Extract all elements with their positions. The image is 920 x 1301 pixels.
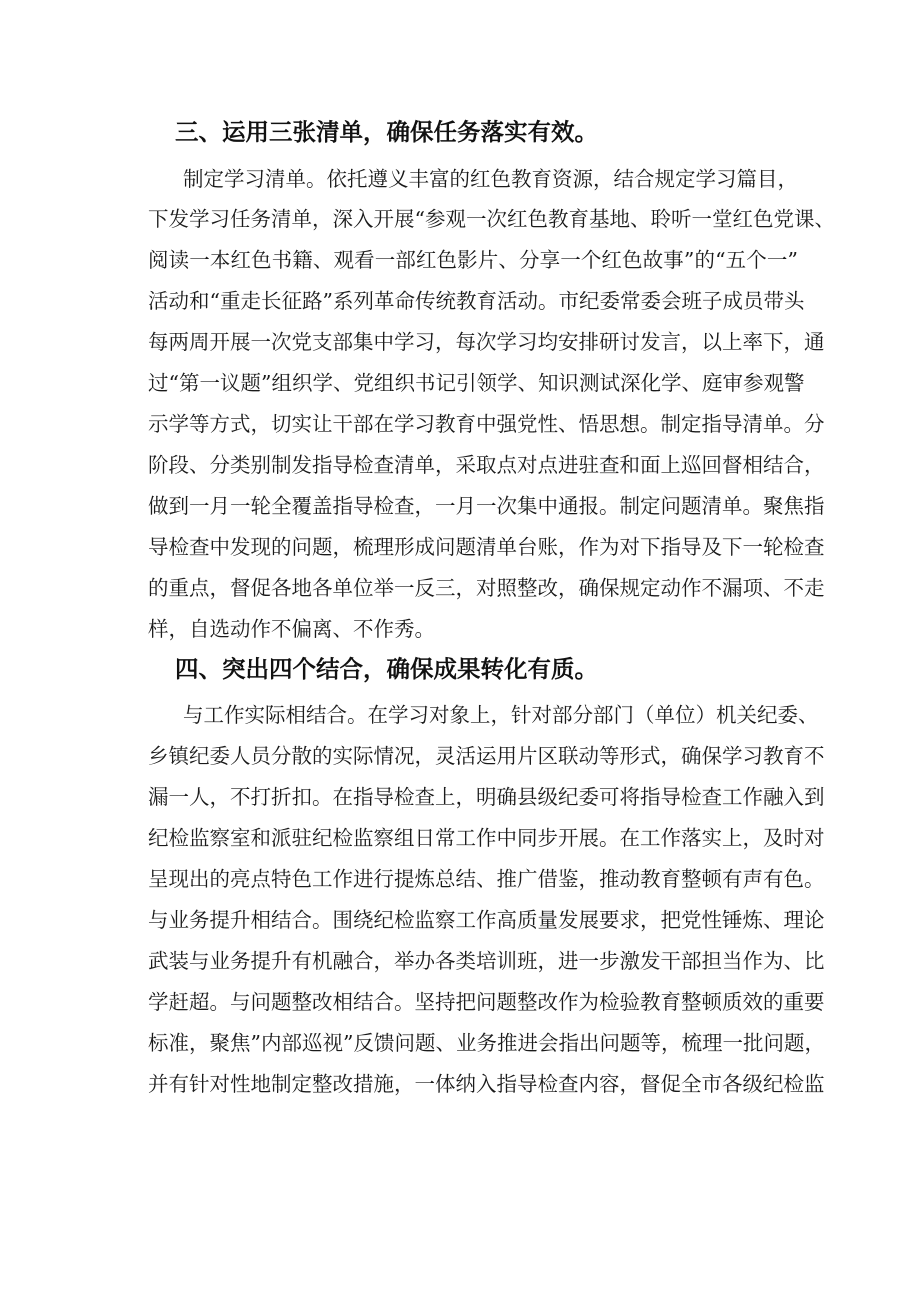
section-4-line: 呈现出的亮点特色工作进行提炼总结、推广借鉴，推动教育整顿有声有色。 xyxy=(148,867,825,891)
section-3-line: 过“第一议题”组织学、党组织书记引领学、知识测试深化学、庭审参观警 xyxy=(148,371,805,395)
section-3-line: 阅读一本红色书籍、观看一部红色影片、分享一个红色故事”的“五个一” xyxy=(148,248,798,272)
section-4-heading: 四、突出四个结合，确保成果转化有质。 xyxy=(175,655,598,683)
section-3-line: 阶段、分类别制发指导检查清单，采取点对点进驻查和面上巡回督相结合， xyxy=(148,453,825,477)
section-3-line: 每两周开展一次党支部集中学习，每次学习均安排研讨发言，以上率下，通 xyxy=(148,330,825,354)
section-3-heading: 三、运用三张清单，确保任务落实有效。 xyxy=(175,118,598,146)
section-4-line: 纪检监察室和派驻纪检监察组日常工作中同步开展。在工作落实上，及时对 xyxy=(148,826,825,850)
section-4-line: 乡镇纪委人员分散的实际情况，灵活运用片区联动等形式，确保学习教育不 xyxy=(148,744,825,768)
section-3-line: 下发学习任务清单，深入开展“参观一次红色教育基地、聆听一堂红色党课、 xyxy=(148,207,835,231)
section-3-line: 做到一月一轮全覆盖指导检查，一月一次集中通报。制定问题清单。聚焦指 xyxy=(148,494,825,518)
section-4-line: 与工作实际相结合。在学习对象上，针对部分部门（单位）机关纪委、 xyxy=(183,703,819,727)
section-4-line: 与业务提升相结合。围绕纪检监察工作高质量发展要求，把党性锤炼、理论 xyxy=(148,908,825,932)
section-3-line: 样，自选动作不偏离、不作秀。 xyxy=(148,617,435,641)
section-4-line: 武装与业务提升有机融合，举办各类培训班，进一步激发干部担当作为、比 xyxy=(148,949,825,973)
section-4-line: 并有针对性地制定整改措施，一体纳入指导检查内容，督促全市各级纪检监 xyxy=(148,1072,825,1096)
section-3-line: 制定学习清单。依托遵义丰富的红色教育资源，结合规定学习篇目， xyxy=(183,167,798,191)
section-3-line: 的重点，督促各地各单位举一反三，对照整改，确保规定动作不漏项、不走 xyxy=(148,576,825,600)
section-4-line: 学赶超。与问题整改相结合。坚持把问题整改作为检验教育整顿质效的重要 xyxy=(148,990,825,1014)
section-3-line: 导检查中发现的问题，梳理形成问题清单台账，作为对下指导及下一轮检查 xyxy=(148,535,825,559)
section-4-line: 标准，聚焦”内部巡视”反馈问题、业务推进会指出问题等，梳理一批问题， xyxy=(148,1031,825,1055)
section-4-line: 漏一人，不打折扣。在指导检查上，明确县级纪委可将指导检查工作融入到 xyxy=(148,785,825,809)
section-3-line: 活动和“重走长征路”系列革命传统教育活动。市纪委常委会班子成员带头 xyxy=(148,289,805,313)
section-3-line: 示学等方式，切实让干部在学习教育中强党性、悟思想。制定指导清单。分 xyxy=(148,412,825,436)
